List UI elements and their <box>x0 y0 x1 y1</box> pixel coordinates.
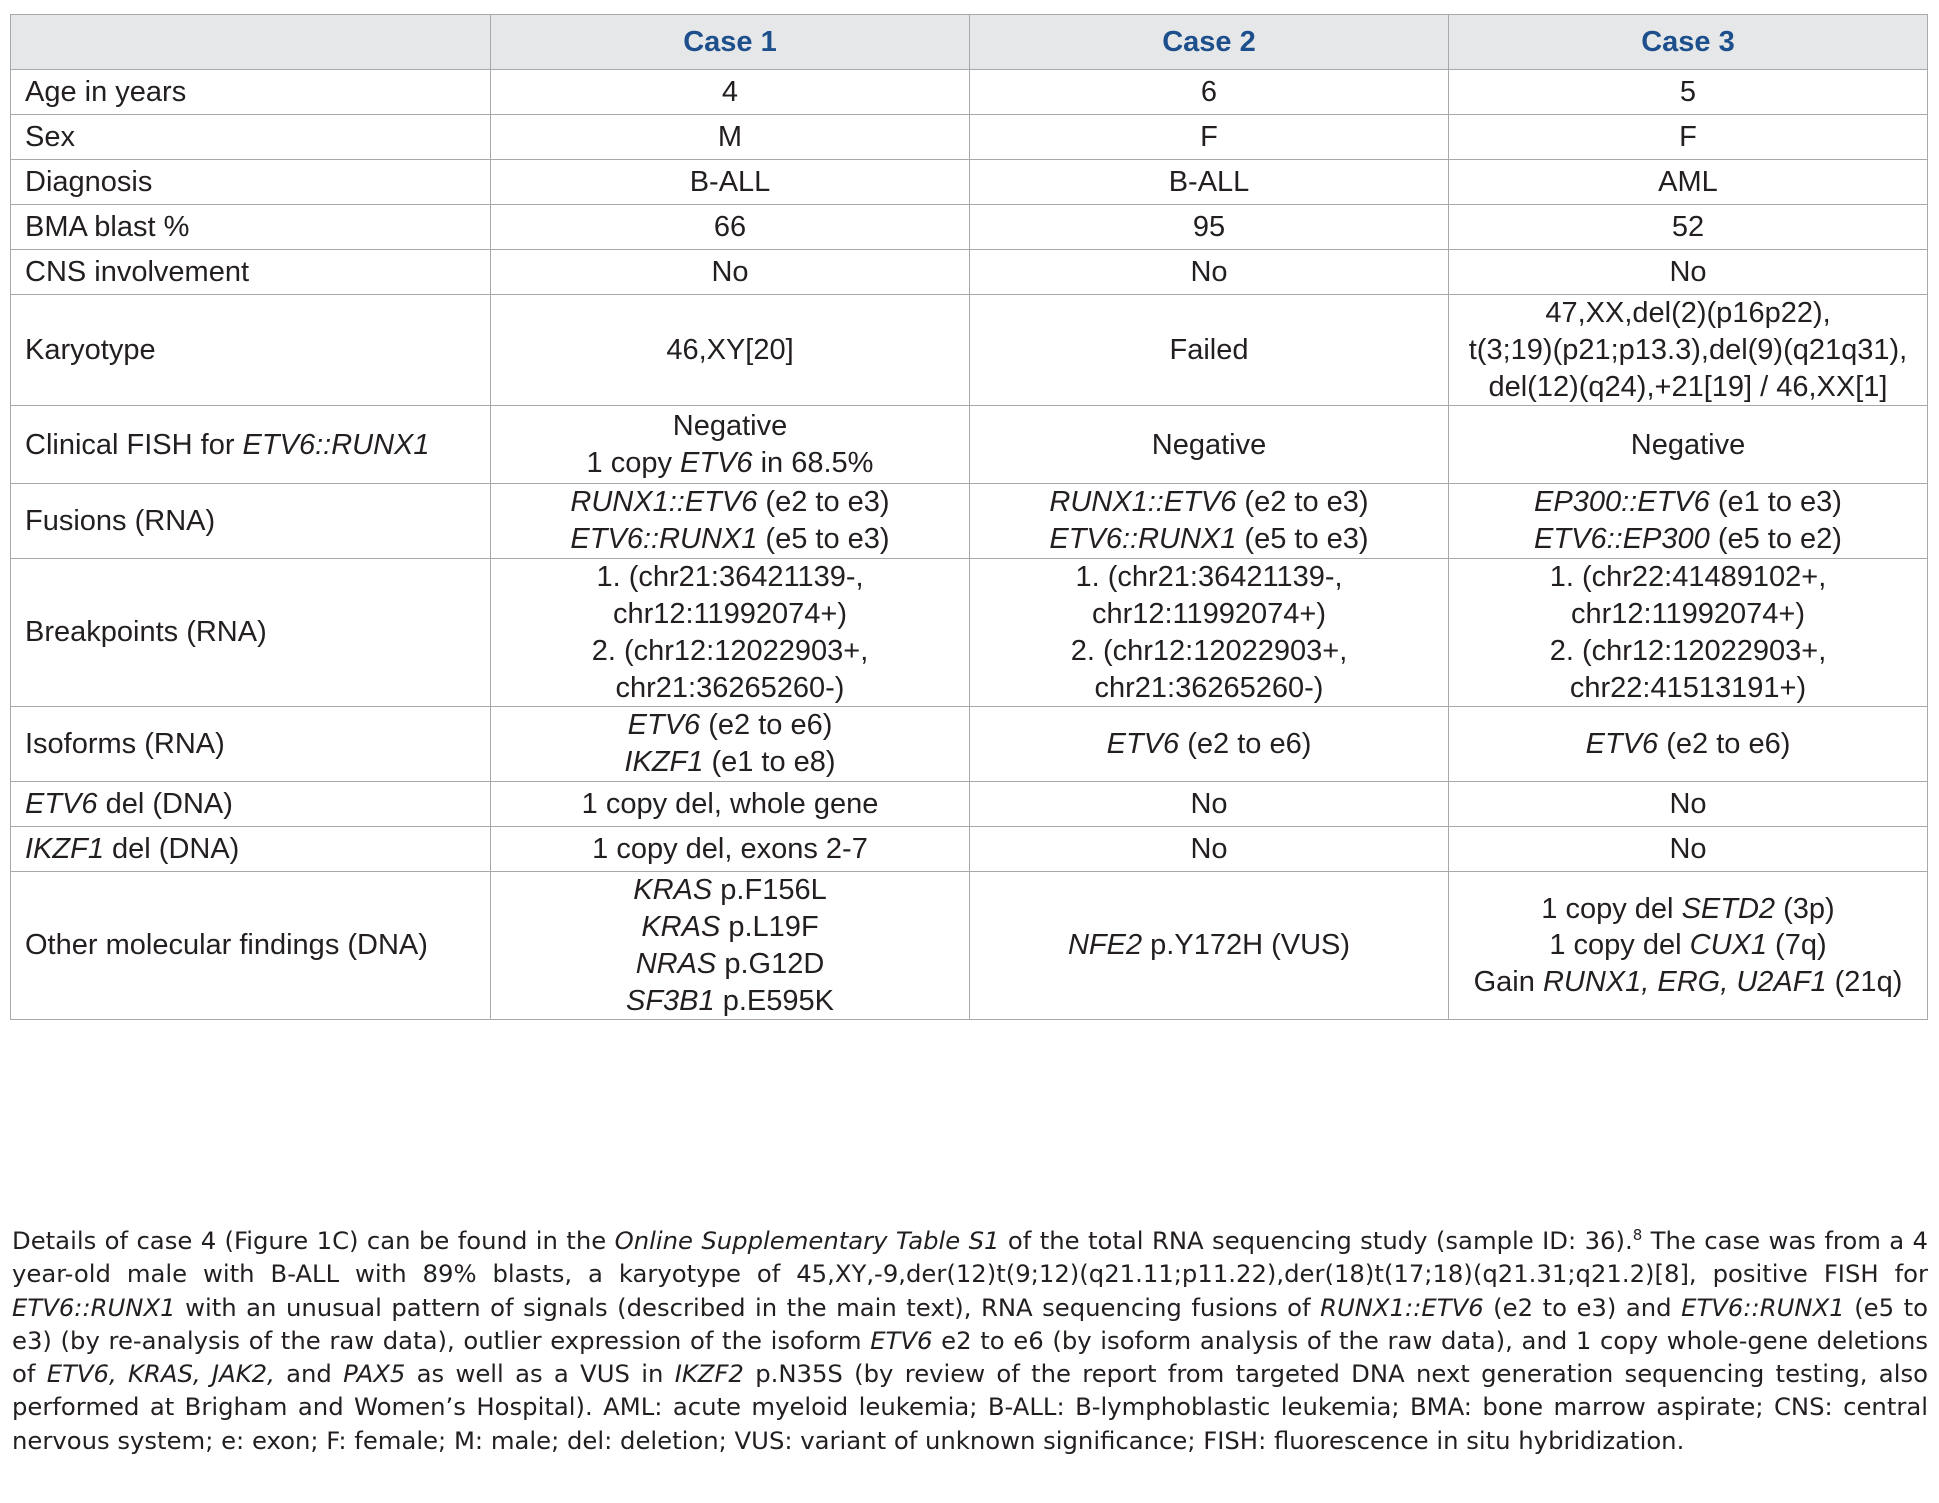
text-fragment: p.L19F <box>720 910 819 943</box>
cell-line <box>980 164 1438 201</box>
cell-line <box>501 596 959 633</box>
cell-case-2 <box>970 160 1449 205</box>
cell-line <box>501 872 959 909</box>
text-fragment: t(3;19)(p21;p13.3),del(9)(q21q31), <box>1468 333 1908 366</box>
row-label <box>11 872 491 1020</box>
cell-line <box>1459 295 1917 332</box>
text-fragment: in 68.5% <box>752 446 874 479</box>
row-label <box>11 205 491 250</box>
text-fragment: 1 copy <box>586 446 681 479</box>
text-fragment: chr21:36265260-) <box>615 671 845 704</box>
cell-case-3 <box>1449 115 1928 160</box>
text-fragment: (e2 to e6) <box>1179 727 1312 760</box>
cell-case-2 <box>970 295 1449 406</box>
gene-name: RUNX1, ERG, U2AF1 <box>1542 966 1827 999</box>
text-fragment: (e1 to e3) <box>1709 486 1842 519</box>
cell-line <box>1459 633 1917 670</box>
text-fragment: F <box>1200 120 1218 153</box>
cell-line <box>1459 332 1917 369</box>
case-comparison-table <box>10 14 1928 1020</box>
cell-case-1 <box>491 70 970 115</box>
gene-name: ETV6 <box>627 709 701 742</box>
text-fragment: 4 <box>721 75 739 108</box>
cell-case-2 <box>970 782 1449 827</box>
row-label <box>11 70 491 115</box>
text-fragment: 1 copy del <box>1541 892 1682 925</box>
gene-name: IKZF2 <box>674 1359 744 1389</box>
text-fragment: (e5 to e3) (by re-analysis of the raw data), outlier expression of the isoform <box>12 1292 1928 1355</box>
cell-case-1 <box>491 484 970 559</box>
gene-name: Online Supplementary Table S1 <box>614 1226 1000 1255</box>
text-fragment: Negative <box>1151 428 1267 461</box>
gene-name: NFE2 <box>1067 929 1143 962</box>
gene-name: KRAS <box>633 874 713 907</box>
gene-name: ETV6::RUNX1 <box>1681 1292 1845 1322</box>
cell-line <box>980 670 1438 707</box>
reference-superscript: 8 <box>1632 1225 1643 1244</box>
cell-line <box>501 74 959 111</box>
cell-case-1 <box>491 406 970 484</box>
gene-name: ETV6 <box>1585 727 1659 760</box>
text-fragment: (e2 to e3) <box>757 486 890 519</box>
text-fragment: 2. (chr12:12022903+, <box>1549 634 1827 667</box>
gene-name: SETD2 <box>1681 892 1776 925</box>
cell-line <box>980 596 1438 633</box>
text-fragment: AML <box>1658 165 1718 198</box>
text-fragment: 5 <box>1679 75 1697 108</box>
row-label <box>11 406 491 484</box>
cell-case-2 <box>970 115 1449 160</box>
gene-name: ETV6 <box>25 787 98 820</box>
cell-line <box>980 119 1438 156</box>
gene-name: ETV6, KRAS, JAK2, <box>46 1359 275 1389</box>
table-row <box>11 484 1928 559</box>
text-fragment: 47,XX,del(2)(p16p22), <box>1545 297 1831 329</box>
cell-line <box>980 831 1438 868</box>
text-fragment: Negative <box>672 410 788 443</box>
row-label <box>11 559 491 707</box>
text-fragment: 2. (chr12:12022903+, <box>1070 634 1348 667</box>
cell-case-2 <box>970 559 1449 707</box>
cell-case-3 <box>1449 250 1928 295</box>
text-fragment: No <box>1190 255 1228 288</box>
cell-case-3 <box>1449 205 1928 250</box>
text-fragment: 1. (chr22:41489102+, <box>1549 561 1827 594</box>
gene-name: ETV6::RUNX1 <box>570 523 758 556</box>
text-fragment: Diagnosis <box>25 165 153 198</box>
cell-line <box>501 946 959 983</box>
row-label <box>11 250 491 295</box>
cell-line <box>980 484 1438 521</box>
gene-name: RUNX1::ETV6 <box>570 486 758 519</box>
text-fragment: 1 copy del, whole gene <box>581 787 879 820</box>
cell-line <box>1459 559 1917 596</box>
row-label <box>11 782 491 827</box>
table-row <box>11 160 1928 205</box>
cell-case-2 <box>970 484 1449 559</box>
table-row <box>11 295 1928 406</box>
gene-name: IKZF1 <box>25 832 104 865</box>
cell-case-2 <box>970 827 1449 872</box>
cell-case-1 <box>491 250 970 295</box>
cell-line <box>501 559 959 596</box>
cell-line <box>501 254 959 291</box>
cell-line <box>501 983 959 1020</box>
cell-line <box>1459 786 1917 823</box>
text-fragment: and <box>274 1359 344 1389</box>
text-fragment: No <box>1669 832 1707 865</box>
cell-case-1 <box>491 559 970 707</box>
text-fragment: p.N35S (by review of the report from targeted DNA next generation sequencing testing, also performed at Brigham and Women’s Hospital). AML: acute myeloid leukemia; B-ALL: B-lymphoblastic leukemia; BMA: bone marrow aspirate; CNS: central nervous system; e: exon; F: female; M: male; del: deletion; VUS: variant of unknown significance; FISH: fluorescence in situ hybridization. <box>12 1359 1928 1455</box>
cell-line <box>501 909 959 946</box>
text-fragment: (e1 to e8) <box>703 746 836 779</box>
gene-name: IKZF1 <box>624 746 704 779</box>
header-corner <box>11 15 491 70</box>
cell-line <box>1459 164 1917 201</box>
cell-line <box>501 633 959 670</box>
cell-line <box>501 831 959 868</box>
text-fragment: No <box>1669 255 1707 288</box>
table-footnote <box>12 1224 1928 1457</box>
text-fragment: (e5 to e3) <box>1236 523 1369 556</box>
gene-name: ETV6::RUNX1 <box>1049 523 1237 556</box>
gene-name: CUX1 <box>1689 929 1767 962</box>
text-fragment: 95 <box>1192 210 1226 243</box>
cell-line <box>1459 927 1917 964</box>
cell-line <box>1459 964 1917 1001</box>
text-fragment: (e2 to e6) <box>1658 727 1791 760</box>
cell-line <box>980 559 1438 596</box>
cell-line <box>980 427 1438 464</box>
text-fragment: (21q) <box>1826 966 1903 999</box>
cell-case-3 <box>1449 707 1928 782</box>
text-fragment: B-ALL <box>689 165 771 198</box>
text-fragment: B-ALL <box>1168 165 1250 198</box>
text-fragment: del (DNA) <box>97 787 233 820</box>
text-fragment: Clinical FISH for <box>25 428 243 461</box>
table-header <box>11 15 1928 70</box>
cell-line <box>501 744 959 781</box>
header-case-2: Case 2 <box>970 15 1449 70</box>
text-fragment: (e5 to e2) <box>1709 523 1842 556</box>
gene-name: ETV6::EP300 <box>1534 523 1710 556</box>
header-case-1: Case 1 <box>491 15 970 70</box>
cell-line <box>1459 521 1917 558</box>
gene-name: NRAS <box>635 947 717 980</box>
text-fragment: Isoforms (RNA) <box>25 727 225 760</box>
text-fragment: del(12)(q24),+21[19] / 46,XX[1] <box>1488 370 1888 403</box>
table-row <box>11 827 1928 872</box>
cell-case-1 <box>491 115 970 160</box>
cell-case-3 <box>1449 160 1928 205</box>
cell-line <box>1459 209 1917 246</box>
gene-name: RUNX1::ETV6 <box>1320 1292 1484 1322</box>
cell-case-3 <box>1449 484 1928 559</box>
cell-case-2 <box>970 406 1449 484</box>
text-fragment: Failed <box>1169 333 1249 366</box>
cell-line <box>1459 369 1917 406</box>
text-fragment: (3p) <box>1775 892 1835 925</box>
gene-name: ETV6 <box>870 1325 933 1355</box>
text-fragment: F <box>1679 120 1697 153</box>
cell-case-3 <box>1449 295 1928 406</box>
text-fragment: (e2 to e3) and <box>1483 1292 1682 1322</box>
text-fragment: 66 <box>713 210 747 243</box>
cell-case-3 <box>1449 70 1928 115</box>
text-fragment: e2 to e6 (by isoform analysis of the raw data), and 1 copy whole-gene deletions of <box>12 1325 1928 1389</box>
cell-line <box>980 521 1438 558</box>
text-fragment: with an unusual pattern of signals (described in the main text), RNA sequencing fusions of <box>175 1292 1321 1322</box>
cell-case-2 <box>970 205 1449 250</box>
cell-case-2 <box>970 250 1449 295</box>
row-label <box>11 827 491 872</box>
cell-line <box>501 445 959 482</box>
cell-line <box>980 786 1438 823</box>
table-row <box>11 406 1928 484</box>
cell-line <box>501 164 959 201</box>
text-fragment: (7q) <box>1766 929 1827 962</box>
cell-line <box>1459 596 1917 633</box>
text-fragment: p.E595K <box>714 984 834 1017</box>
gene-name: ETV6::RUNX1 <box>242 428 430 461</box>
text-fragment: No <box>711 255 749 288</box>
cell-case-3 <box>1449 872 1928 1020</box>
header-case-3: Case 3 <box>1449 15 1928 70</box>
text-fragment: 1. (chr21:36421139-, <box>1075 561 1343 594</box>
cell-case-2 <box>970 70 1449 115</box>
text-fragment: Fusions (RNA) <box>25 504 216 537</box>
cell-line <box>501 332 959 369</box>
text-fragment: 1 copy del <box>1549 929 1690 962</box>
text-fragment: (e2 to e6) <box>700 709 833 742</box>
text-fragment: of the total RNA sequencing study (sample ID: 36). <box>999 1226 1633 1255</box>
table-row <box>11 872 1928 1020</box>
cell-line <box>980 927 1438 964</box>
cell-case-1 <box>491 707 970 782</box>
text-fragment: No <box>1669 787 1707 820</box>
cell-line <box>980 633 1438 670</box>
table-row <box>11 707 1928 782</box>
cell-case-1 <box>491 782 970 827</box>
cell-case-3 <box>1449 827 1928 872</box>
table-row <box>11 70 1928 115</box>
gene-name: PAX5 <box>343 1359 406 1389</box>
text-fragment: del (DNA) <box>103 832 240 865</box>
table-row <box>11 205 1928 250</box>
text-fragment: (e2 to e3) <box>1236 486 1369 519</box>
cell-case-2 <box>970 707 1449 782</box>
text-fragment: 46,XY[20] <box>666 333 794 366</box>
text-fragment: chr21:36265260-) <box>1094 671 1324 704</box>
cell-case-2 <box>970 872 1449 1020</box>
row-label <box>11 115 491 160</box>
cell-line <box>1459 427 1917 464</box>
text-fragment: Karyotype <box>25 333 156 366</box>
text-fragment: BMA blast % <box>25 210 190 243</box>
text-fragment: No <box>1190 787 1228 820</box>
text-fragment: chr12:11992074+) <box>612 597 848 630</box>
table-row <box>11 559 1928 707</box>
text-fragment: p.Y172H (VUS) <box>1142 929 1351 962</box>
cell-line <box>1459 831 1917 868</box>
cell-case-1 <box>491 827 970 872</box>
gene-name: ETV6::RUNX1 <box>12 1292 176 1322</box>
text-fragment: 52 <box>1671 210 1705 243</box>
cell-line <box>980 254 1438 291</box>
cell-case-1 <box>491 295 970 406</box>
text-fragment: chr12:11992074+) <box>1091 597 1327 630</box>
text-fragment: chr22:41513191+) <box>1569 671 1807 704</box>
cell-line <box>501 670 959 707</box>
gene-name: ETV6 <box>680 446 753 479</box>
row-label <box>11 484 491 559</box>
cell-line <box>501 119 959 156</box>
table-body <box>11 70 1928 1020</box>
text-fragment: Breakpoints (RNA) <box>25 616 267 649</box>
table-row <box>11 782 1928 827</box>
cell-line <box>1459 254 1917 291</box>
text-fragment: Sex <box>25 120 75 153</box>
text-fragment: (e5 to e3) <box>757 523 890 556</box>
text-fragment: 1. (chr21:36421139-, <box>596 561 864 594</box>
gene-name: KRAS <box>641 910 721 943</box>
cell-case-3 <box>1449 406 1928 484</box>
table-row <box>11 115 1928 160</box>
cell-line <box>501 707 959 744</box>
cell-case-3 <box>1449 559 1928 707</box>
text-fragment: p.G12D <box>716 947 825 980</box>
gene-name: EP300::ETV6 <box>1534 486 1710 519</box>
cell-line <box>1459 74 1917 111</box>
text-fragment: as well as a VUS in <box>405 1359 675 1389</box>
row-label <box>11 295 491 406</box>
gene-name: ETV6 <box>1106 727 1180 760</box>
text-fragment: M <box>717 120 743 153</box>
text-fragment: 1 copy del, exons 2-7 <box>592 832 868 865</box>
text-fragment: CNS involvement <box>25 255 250 288</box>
cell-case-1 <box>491 160 970 205</box>
cell-line <box>1459 484 1917 521</box>
cell-line <box>501 209 959 246</box>
text-fragment: No <box>1190 832 1228 865</box>
gene-name: SF3B1 <box>626 984 715 1017</box>
cell-line <box>980 332 1438 369</box>
text-fragment: 6 <box>1200 75 1218 108</box>
text-fragment: The case was from a 4 year-old male with B-ALL with 89% blasts, a karyotype of 45,XY,-9,der(12)t(9;12)(q21.11;p11.22),der(18)t(17;18)(q21.31;q21.2)[8], positive FISH for <box>12 1226 1929 1289</box>
text-fragment: Negative <box>1630 428 1746 461</box>
text-fragment: Other molecular findings (DNA) <box>25 929 428 962</box>
cell-case-1 <box>491 205 970 250</box>
gene-name: RUNX1::ETV6 <box>1049 486 1237 519</box>
text-fragment: chr12:11992074+) <box>1570 597 1806 630</box>
row-label <box>11 160 491 205</box>
cell-line <box>501 786 959 823</box>
cell-line <box>1459 119 1917 156</box>
text-fragment: Age in years <box>25 75 187 108</box>
cell-line <box>980 209 1438 246</box>
cell-line <box>980 74 1438 111</box>
row-label <box>11 707 491 782</box>
cell-line <box>1459 670 1917 707</box>
table-row <box>11 250 1928 295</box>
cell-line <box>501 484 959 521</box>
text-fragment: Gain <box>1473 966 1543 999</box>
cell-line <box>501 408 959 445</box>
text-fragment: Details of case 4 (Figure 1C) can be found in the <box>12 1226 615 1255</box>
cell-line <box>501 521 959 558</box>
text-fragment: p.F156L <box>712 874 827 907</box>
cell-line <box>980 726 1438 763</box>
cell-case-1 <box>491 872 970 1020</box>
cell-line <box>1459 891 1917 928</box>
text-fragment: 2. (chr12:12022903+, <box>591 634 869 667</box>
header-row <box>11 15 1928 70</box>
cell-line <box>1459 726 1917 763</box>
cell-case-3 <box>1449 782 1928 827</box>
